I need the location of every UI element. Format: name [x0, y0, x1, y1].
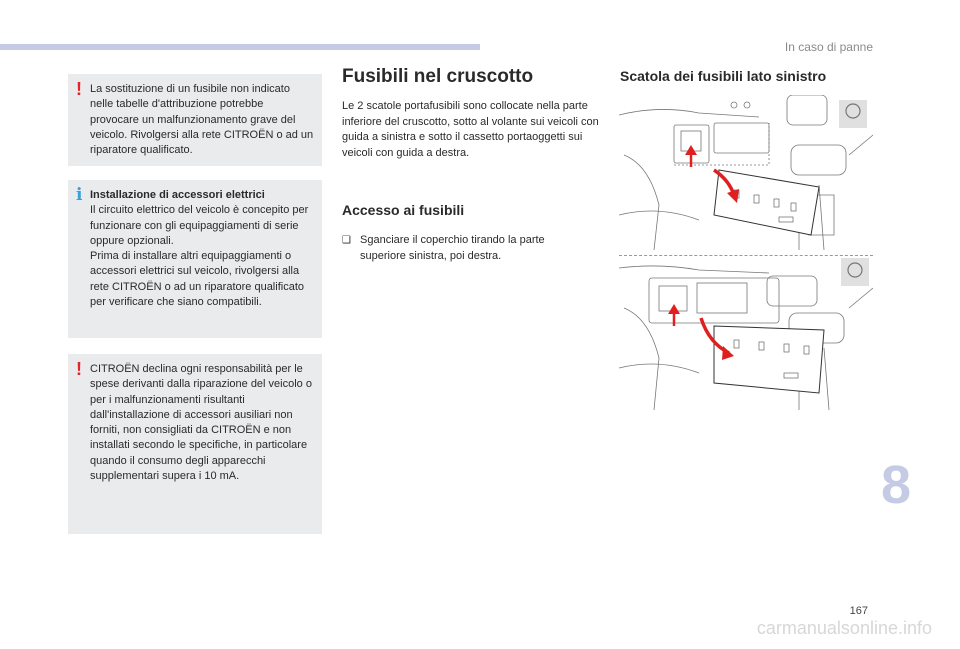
info-icon: i: [76, 185, 83, 205]
info-text-1: Il circuito elettrico del veicolo è concepito per funzionare con gli equipaggiamenti di serie oppure opzionali.: [90, 204, 309, 247]
right-title: Scatola dei fusibili lato sinistro: [620, 68, 827, 84]
info-text-2: Prima di installare altri equipaggiamenti o accessori elettrici sul veicolo, rivolgersi alla rete CITROËN o ad un riparatore qualificato per verificare che siano compatibili.: [90, 250, 304, 309]
page-number: 167: [849, 605, 868, 617]
bullet-item: [342, 233, 592, 264]
bullet-icon: ❑: [342, 235, 351, 246]
warning-text: La sostituzione di un fusibile non indicato nelle tabelle d'attribuzione potrebbe provocare un malfunzionamento grave del veicolo. Rivolgersi alla rete CITROËN o ad un riparatore qualificato.: [90, 83, 314, 157]
liability-text: CITROËN declina ogni responsabilità per le spese derivanti dalla riparazione del veicolo o per i malfunzionamenti risultanti dall'installazione di accessori ausiliari non forniti, non consigliati da CITROËN e non installati secondo le specifiche, in particolare quando il consumo degli apparecchi supplementari supera i 10 mA.: [90, 363, 312, 483]
figure-separator: [619, 255, 873, 256]
figure-fusebox-left-top: [619, 95, 873, 250]
warning-icon: !: [76, 359, 82, 379]
section-title: In caso di panne: [784, 40, 873, 54]
figure-fusebox-left-bottom: [619, 258, 873, 410]
chapter-number: 8: [881, 455, 912, 515]
info-box-accessories: [68, 180, 322, 338]
info-title: Installazione di accessori elettrici: [90, 189, 265, 201]
warning-box-fuse: [68, 74, 322, 166]
subtitle-access: Accesso ai fusibili: [342, 202, 465, 218]
bullet-text: Sganciare il coperchio tirando la parte superiore sinistra, poi destra.: [360, 234, 545, 262]
warning-box-liability: [68, 354, 322, 534]
header-bar: [0, 44, 480, 50]
warning-icon: !: [76, 79, 82, 99]
watermark: carmanualsonline.info: [756, 618, 932, 638]
page-title: Fusibili nel cruscotto: [342, 66, 534, 87]
intro-text: Le 2 scatole portafusibili sono collocate nella parte inferiore del cruscotto, sotto al volante sui veicoli con guida a sinistra e sotto il cassetto portaoggetti sui veicoli con guida a destra.: [342, 100, 599, 159]
